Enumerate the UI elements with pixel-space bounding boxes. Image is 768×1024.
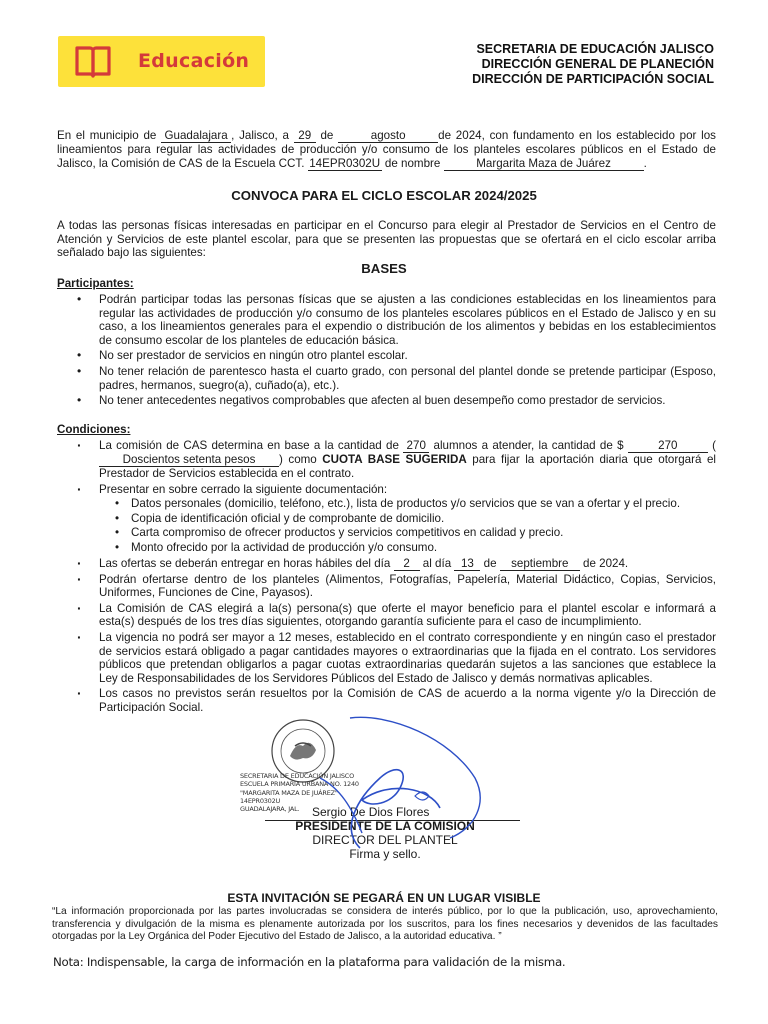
intro-text: En el municipio de	[57, 129, 157, 142]
stamp-line: SECRETARIA DE EDUCACIÓN JALISCO	[240, 772, 355, 780]
bases-title: BASES	[361, 261, 407, 276]
education-logo	[58, 36, 265, 87]
intro-text: de nombre	[384, 156, 441, 170]
list-item	[57, 439, 716, 481]
list-item: · Los casos no previstos serán resueltos por la Comisión de CAS de acuerdo a la norma vigente y/o la Dirección de Participación Social.	[57, 687, 716, 714]
condition-text: de 2024.	[583, 556, 629, 570]
stamp-line: 14EPR0302U	[240, 796, 281, 805]
doc-item: • Monto ofrecido por la actividad de producción y/o consumo.	[99, 541, 716, 555]
participantes-label: Participantes:	[57, 277, 134, 290]
list-item: • No tener antecedentes negativos comprobables que afecten al buen desempeño como prestador de servicios.	[57, 394, 716, 408]
intro-text: , Jalisco, a	[231, 129, 289, 142]
condiciones-list	[57, 439, 716, 717]
participantes-list	[57, 293, 716, 410]
day-field: 29	[294, 130, 316, 143]
municipio-field: Guadalajara	[161, 130, 231, 143]
condition-text: para fijar la aportación diaria que otorgará el Prestador de Servicios establecida en el contrato.	[99, 453, 716, 480]
students-field: 270	[403, 440, 429, 453]
stamp-line: "MARGARITA MAZA DE JUÁREZ"	[240, 788, 338, 797]
cuota-base-text: CUOTA BASE SUGERIDA	[322, 453, 467, 466]
condition-text: La comisión de CAS determina en base a la cantidad de	[99, 439, 399, 452]
signer-role: DIRECTOR DEL PLANTEL	[312, 833, 458, 847]
intro-text: de	[320, 129, 334, 142]
condiciones-label: Condiciones:	[57, 423, 131, 436]
intro-text: de 2024, con fundamento en los establecido por los lineamientos para regular las actividades de producción y/o consumo de los planteles escolares públicos en el Estado de Jalisco, la Comisión de CAS de la Escuela CCT.	[57, 129, 716, 170]
signer-role: PRESIDENTE DE LA COMISION	[295, 819, 475, 833]
end-day-field: 13	[454, 558, 480, 571]
amount-words-field: Doscientos setenta pesos	[99, 454, 279, 467]
privacy-quote: “La información proporcionada por las partes involucradas se considera de interés público, por lo que la publicación, uso, aprovechamiento, transferencia y divulgación de la misma es plenamente autorizada por los suscritos, para los fines necesarios y devenidos de las facultades otorgadas por la Ley Orgánica del Poder Ejecutivo del Estado de Jalisco, a la autoridad educativa. ”	[52, 906, 718, 942]
list-item: • No tener relación de parentesco hasta el cuarto grado, con personal del plantel donde se pretende participar (Esposo, padres, hermanos, suegro(a), cuñado(a), etc.).	[57, 365, 716, 392]
month-field: septiembre	[500, 558, 580, 571]
doc-item: • Datos personales (domicilio, teléfono, etc.), lista de productos y/o servicios que se van a ofertar y el precio.	[99, 497, 716, 511]
school-name-field: Margarita Maza de Juárez	[444, 158, 644, 171]
list-item: · La Comisión de CAS elegirá a la(s) persona(s) que oferte el mayor beneficio para el plantel escolar e informará a esta(s) después de los tres días siguientes, otorgando garantía suficiente para el caso de incumplimiento.	[57, 602, 716, 629]
stamp-line: GUADALAJARA, JAL.	[240, 805, 300, 814]
month-field: agosto	[338, 130, 438, 143]
list-item: · La vigencia no podrá ser mayor a 12 meses, establecido en el contrato correspondiente y en ningún caso el prestador de servicios estará obligado a pagar cantidades mayores o extraordinarias que la fijada en el contrato. Los servidores públicos que pretendan obligarlos a pagar cuotas extraordinarias quedarán sujetos a las sanciones que establece la Ley de Responsabilidades de los Servidores Públicos del Estado de Jalisco y demás normativas aplicables.	[57, 631, 716, 685]
list-item: • No ser prestador de servicios en ningún otro plantel escolar.	[57, 349, 716, 363]
cct-field: 14EPR0302U	[309, 156, 381, 170]
convoca-title: CONVOCA PARA EL CICLO ESCOLAR 2024/2025	[231, 188, 537, 203]
handwritten-signature	[300, 708, 490, 858]
amount-field: 270	[628, 440, 708, 453]
doc-item: • Carta compromiso de ofrecer productos y servicios competitivos en calidad y precio.	[99, 526, 716, 540]
stamp-line: ESCUELA PRIMARIA URBANA NO. 1240	[240, 780, 359, 789]
intro-paragraph	[57, 129, 716, 171]
org-line: DIRECCIÓN GENERAL DE PLANECIÓN	[481, 57, 714, 71]
start-day-field: 2	[394, 558, 420, 571]
signature-caption: Firma y sello.	[349, 847, 421, 861]
convoca-paragraph: A todas las personas físicas interesadas en participar en el Concurso para elegir al Prestador de Servicios en el Centro de Atención y Servicios de este plantel escolar, para que se presenten las propuestas que se ofertará en el ciclo escolar arriba señalado bajo las siguientes:	[57, 219, 716, 260]
org-line: DIRECCIÓN DE PARTICIPACIÓN SOCIAL	[472, 72, 714, 86]
condition-text: Las ofertas se deberán entregar en horas hábiles del día	[99, 556, 391, 570]
condition-text: al día	[422, 556, 452, 570]
list-item: • Podrán participar todas las personas físicas que se ajusten a las condiciones establecidas en los lineamientos para regular las actividades de producción y/o consumo de los planteles escolares públicos en el Estado de Jalisco y en su caso, a los lineamientos generales para el expendio o distribución de los alimentos y bebidas en los establecimientos de consumo escolar de los planteles de educación básica.	[57, 293, 716, 347]
documentation-list	[99, 497, 716, 554]
condition-text: alumnos a atender, la cantidad de $	[433, 439, 624, 452]
note-text: Nota: Indispensable, la carga de información en la plataforma para validación de la misma.	[53, 955, 566, 969]
org-line: SECRETARIA DE EDUCACIÓN JALISCO	[476, 42, 714, 56]
visible-notice-title: ESTA INVITACIÓN SE PEGARÁ EN UN LUGAR VISIBLE	[227, 891, 541, 905]
condition-text: Presentar en sobre cerrado la siguiente documentación:	[99, 482, 388, 496]
list-item: · Podrán ofertarse dentro de los planteles (Alimentos, Fotografías, Papelería, Material Didáctico, Copias, Servicios, Uniformes, Funciones de Cine, Payasos).	[57, 573, 716, 600]
condition-text: (	[712, 439, 716, 452]
list-item	[57, 483, 716, 555]
book-icon	[74, 45, 112, 79]
intro-text: .	[643, 156, 647, 170]
condition-text: de	[483, 556, 497, 570]
doc-item: • Copia de identificación oficial y de comprobante de domicilio.	[99, 512, 716, 526]
organization-heading	[472, 42, 714, 87]
condition-text: ) como	[279, 453, 317, 466]
logo-text: Educación	[138, 50, 250, 72]
list-item	[57, 557, 716, 571]
signer-name: Sergio De Dios Flores	[312, 805, 430, 819]
